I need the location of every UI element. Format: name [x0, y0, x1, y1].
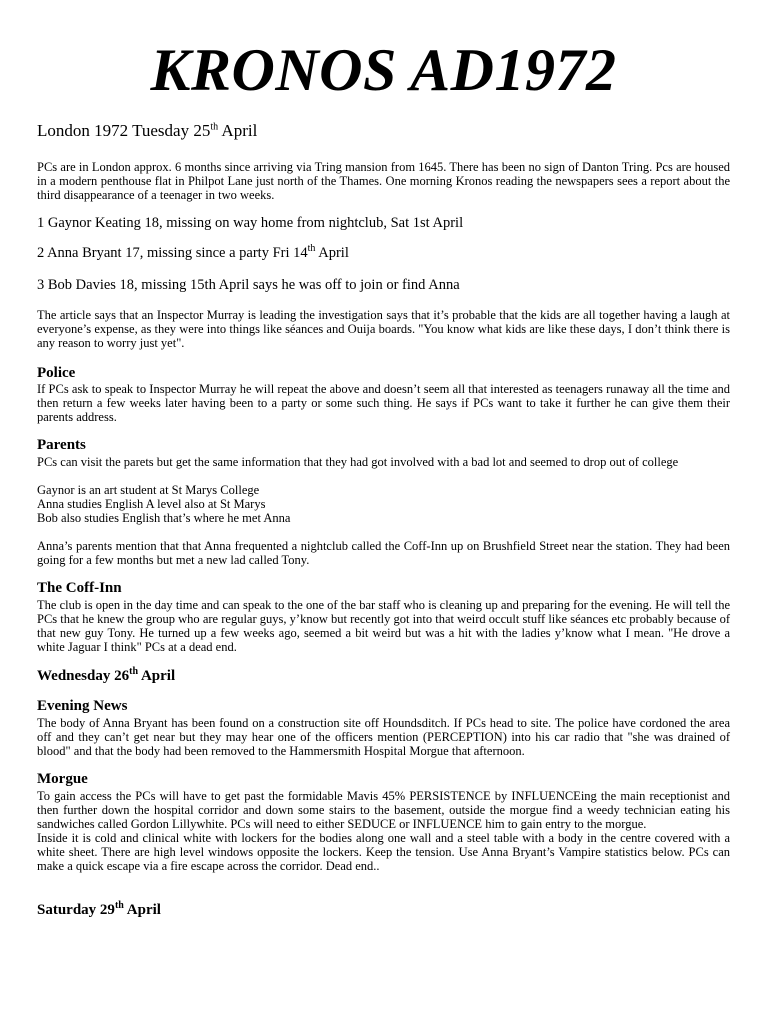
saturday-heading-month: April: [123, 902, 161, 918]
saturday-heading-text: Saturday 29: [37, 902, 115, 918]
wednesday-heading-text: Wednesday 26: [37, 668, 130, 684]
police-heading: Police: [37, 365, 76, 381]
missing-item-1: 1 Gaynor Keating 18, missing on way home from nightclub, Sat 1st April: [37, 215, 464, 231]
saturday-heading: [37, 902, 730, 919]
missing-item-3: 3 Bob Davies 18, missing 15th April says he was off to join or find Anna: [37, 277, 460, 293]
morgue-paragraph-2: Inside it is cold and clinical white with lockers for the bodies along one wall and a steel table with a body in the centre covered with a white sheet. There are high level windows opposite the lockers. Keep the tension. Use Anna Bryant’s Vampire statistics below. PCs can make a quick escape via a fire escape across the corridor. Dead end..: [37, 831, 730, 873]
missing-item-2-text: 2 Anna Bryant 17, missing since a party Fri 14: [37, 245, 308, 261]
coffinn-heading: The Coff-Inn: [37, 580, 122, 596]
wednesday-heading-suffix: th: [129, 666, 139, 677]
document-title: KRONOS AD1972: [150, 37, 617, 103]
missing-item-2-month: April: [315, 245, 349, 261]
parents-extra-paragraph: Anna’s parents mention that that Anna frequented a nightclub called the Coff-Inn up on Brushfield Street near the station. They had been going for a few months but met a new lad called Tony.: [37, 539, 730, 567]
missing-item-2: [37, 245, 730, 262]
missing-item-2-suffix: th: [307, 243, 316, 255]
morgue-paragraph-1: To gain access the PCs will have to get past the formidable Mavis 45% PERSISTENCE by INFLUENCEing the main receptionist and then further down the hospital corridor and down some stairs to the basement, outside the morgue find a weedy technician eating his sandwiches called Gordon Lillywhite. PCs will need to either SEDUCE or INFLUENCE him to gain entry to the morgue.: [37, 789, 730, 831]
date-heading-month: April: [218, 121, 258, 140]
coffinn-paragraph: The club is open in the day time and can speak to the one of the bar staff who is cleaning up and preparing for the evening. He will tell the PCs that he knew the group who are regular guys, y’know but recently got into that weird occult stuff like séances etc probably because of that new guy Tony. He turned up a few weeks ago, seemed a bit weird but was a hit with the ladies y’know what I mean. "He drove a white Jaguar I think" PCs at a dead end.: [37, 598, 730, 654]
parents-heading: Parents: [37, 437, 86, 453]
student-line-bob: Bob also studies English that’s where he met Anna: [37, 511, 291, 525]
wednesday-heading: [37, 668, 730, 685]
date-heading-text: London 1972 Tuesday 25: [37, 121, 211, 140]
wednesday-heading-month: April: [138, 668, 176, 684]
date-heading-suffix: th: [210, 121, 219, 133]
student-line-anna: Anna studies English A level also at St Marys: [37, 497, 266, 511]
student-line-gaynor: Gaynor is an art student at St Marys College: [37, 483, 260, 497]
intro-paragraph: PCs are in London approx. 6 months since arriving via Tring mansion from 1645. There has been no sign of Danton Tring. Pcs are housed in a modern penthouse flat in Philpot Lane just north of the Thames. One morning Kronos reading the newspapers sees a report about the third disappearance of a teenager in two weeks.: [37, 160, 730, 202]
saturday-heading-suffix: th: [114, 900, 124, 911]
date-heading: [37, 121, 730, 141]
article-paragraph: The article says that an Inspector Murray is leading the investigation says that it’s probable that the kids are all together having a laugh at everyone’s expense, as they were into things like séances and Ouija boards. "You know what kids are like these days, I don’t think there is any reason to worry just yet".: [37, 308, 730, 350]
police-paragraph: If PCs ask to speak to Inspector Murray he will repeat the above and doesn’t seem all that interested as teenagers runaway all the time and then return a few weeks later having been to a party or some such thing. He says if PCs want to take it further he can give them their parents address.: [37, 382, 730, 424]
evening-news-heading: Evening News: [37, 698, 128, 714]
morgue-heading: Morgue: [37, 771, 88, 787]
parents-paragraph: PCs can visit the parets but get the same information that they had got involved with a bad lot and seemed to drop out of college: [37, 455, 679, 469]
evening-news-paragraph: The body of Anna Bryant has been found on a construction site off Houndsditch. If PCs head to site. The police have cordoned the area off and they can’t get near but they may hear one of the officers mention (PERCEPTION) into his car radio that "she was drained of blood" and that the body had been removed to the Hammersmith Hospital Morgue that afternoon.: [37, 716, 730, 758]
